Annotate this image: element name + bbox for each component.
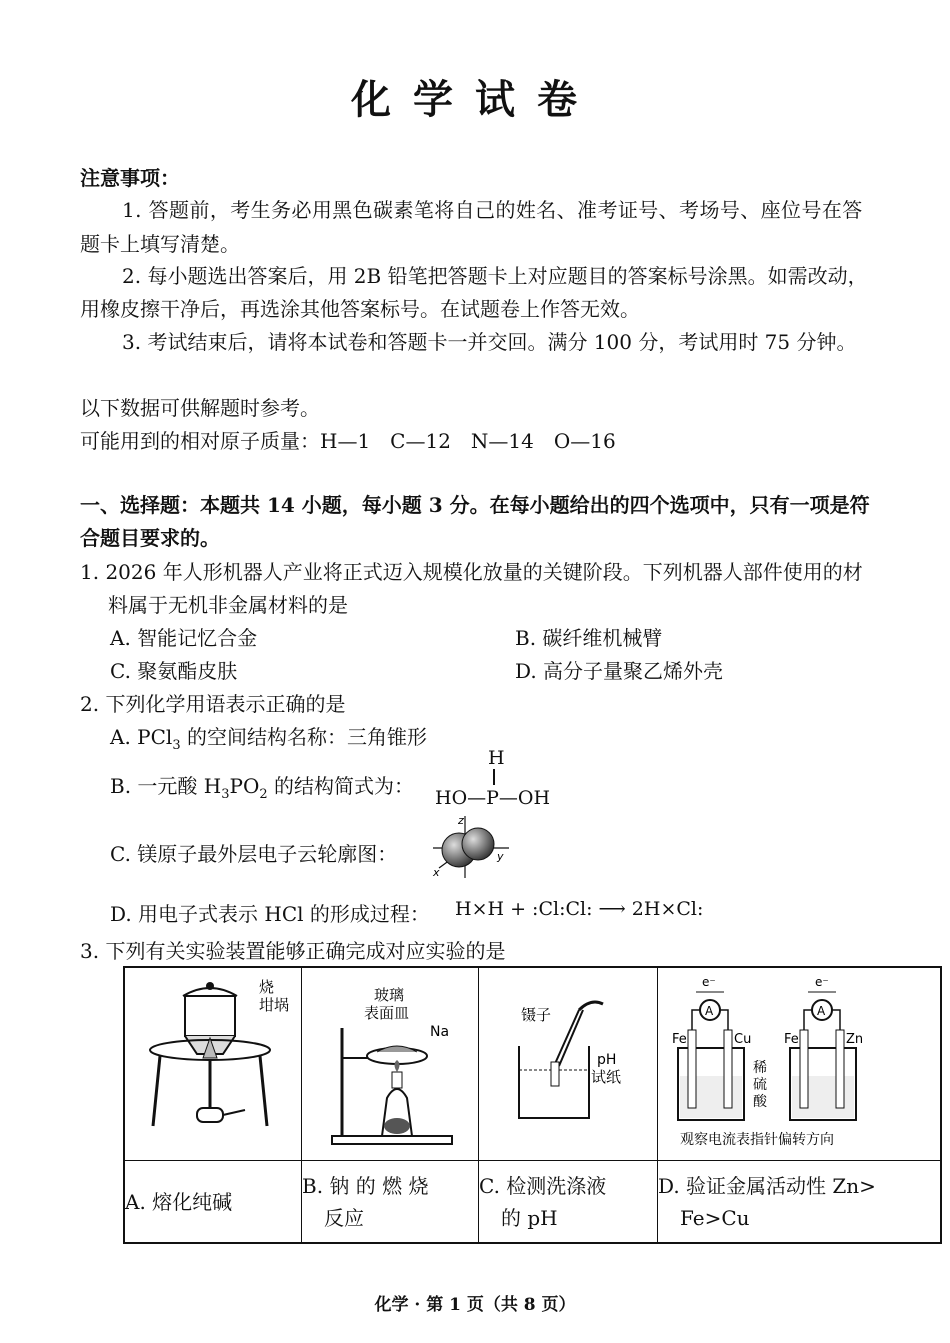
section-heading-1: 一、选择题：本题共 14 小题，每小题 3 分。在每小题给出的四个选项中，只有一项是符 (80, 493, 870, 517)
crucible-apparatus (125, 968, 301, 1156)
fig-d-electron-2: e⁻ (815, 975, 829, 989)
q1-option-d: D. 高分子量聚乙烯外壳 (515, 659, 724, 683)
fig-d-caption: 观察电流表指针偏转方向 (680, 1132, 834, 1148)
fig-d-acid-1: 稀 (753, 1060, 767, 1076)
q2-option-b: B. 一元酸 $H_3PO_2$ 的结构简式为： (110, 774, 414, 802)
page-title: 化学试卷 (351, 76, 599, 123)
q2-option-a: A. PCl$_3$ 的空间结构名称：三角锥形 (110, 725, 427, 753)
notice-item-2b: 用橡皮擦干净后，再选涂其他答案标号。在试题卷上作答无效。 (80, 297, 640, 321)
q2-option-d: D. 用电子式表示 HCl 的形成过程： (110, 902, 430, 926)
q1-option-b: B. 碳纤维机械臂 (515, 626, 663, 650)
page-footer: 化学 · 第 1 页（共 8 页） (374, 1295, 576, 1315)
fig-b-label-2: 表面皿 (364, 1004, 410, 1022)
ammeter-2: A (817, 1004, 826, 1018)
sodium-combustion-apparatus (302, 968, 478, 1156)
q1-stem-a: 1. 2026 年人形机器人产业将正式迈入规模化放量的关键阶段。下列机器人部件使用的材 (80, 560, 863, 584)
fig-d-fe-2: Fe (784, 1032, 799, 1047)
fig-b-cell (302, 967, 479, 1161)
section-heading-2: 合题目要求的。 (80, 526, 220, 550)
notice-item-1a: 1. 答题前，考生务必用黑色碳素笔将自己的姓名、准考证号、考场号、座位号在答 (122, 198, 863, 222)
axis-z-label: z (458, 814, 464, 827)
q2-d-formula: H×H + :Cl:Cl: ⟶ 2H×Cl: (455, 898, 704, 920)
fig-d-fe-1: Fe (672, 1032, 687, 1047)
q3-option-a: A. 熔化纯碱 (124, 1161, 302, 1244)
q3-apparatus-table (123, 966, 942, 1244)
q2-stem: 2. 下列化学用语表示正确的是 (80, 692, 346, 716)
fig-b-label-3: Na (430, 1024, 450, 1040)
notice-item-2a: 2. 每小题选出答案后，用 2B 铅笔把答题卡上对应题目的答案标号涂黑。如需改动， (122, 264, 868, 288)
notice-item-3: 3. 考试结束后，请将本试卷和答题卡一并交回。满分 100 分，考试用时 75 分钟。 (122, 330, 857, 354)
reference-intro: 以下数据可供解题时参考。 (80, 396, 320, 420)
fig-d-acid-3: 酸 (753, 1094, 767, 1110)
fig-b-label-1: 玻璃 (374, 986, 405, 1004)
ammeter-1: A (705, 1004, 714, 1018)
q2-b-bond (493, 769, 495, 785)
fig-d-electron-1: e⁻ (702, 975, 716, 989)
fig-a-cell (124, 967, 302, 1161)
fig-a-label-prefix: 烧 (259, 978, 275, 996)
q1-stem-b: 料属于无机非金属材料的是 (108, 593, 348, 617)
fig-c-cell (479, 967, 658, 1161)
fig-d-cu: Cu (734, 1032, 752, 1047)
fig-c-label-3: 试纸 (591, 1068, 622, 1086)
q3-stem: 3. 下列有关实验装置能够正确完成对应实验的是 (80, 939, 506, 963)
notice-item-1b: 题卡上填写清楚。 (80, 232, 240, 256)
q3-option-b: B. 钠 的 燃 烧 反应 (302, 1161, 479, 1244)
q2-option-c: C. 镁原子最外层电子云轮廓图： (110, 842, 398, 866)
q2-b-formula-h: H (488, 747, 505, 769)
fig-d-cell (658, 967, 942, 1161)
mg-orbital-diagram (425, 812, 515, 882)
q2-b-formula-main: HO—P—OH (435, 787, 551, 809)
reference-masses: 可能用到的相对原子质量：H—1 C—12 N—14 O—16 (80, 429, 616, 453)
notice-heading: 注意事项： (80, 166, 180, 190)
q3-option-c: C. 检测洗涤液 的 pH (479, 1161, 658, 1244)
q1-option-c: C. 聚氨酯皮肤 (110, 659, 238, 683)
axis-x-label: x (433, 866, 440, 879)
galvanic-cells-apparatus (658, 968, 940, 1156)
fig-d-acid-2: 硫 (753, 1077, 767, 1093)
fig-d-zn: Zn (846, 1032, 864, 1047)
q1-option-a: A. 智能记忆合金 (110, 626, 258, 650)
q3-option-d: D. 验证金属活动性 Zn> Fe>Cu (658, 1161, 942, 1244)
fig-c-label-2: pH (597, 1052, 617, 1068)
fig-a-label: 坩埚 (259, 996, 290, 1014)
ph-test-apparatus (479, 968, 657, 1156)
axis-y-label: y (497, 850, 504, 863)
fig-c-label-1: 镊子 (521, 1006, 552, 1024)
